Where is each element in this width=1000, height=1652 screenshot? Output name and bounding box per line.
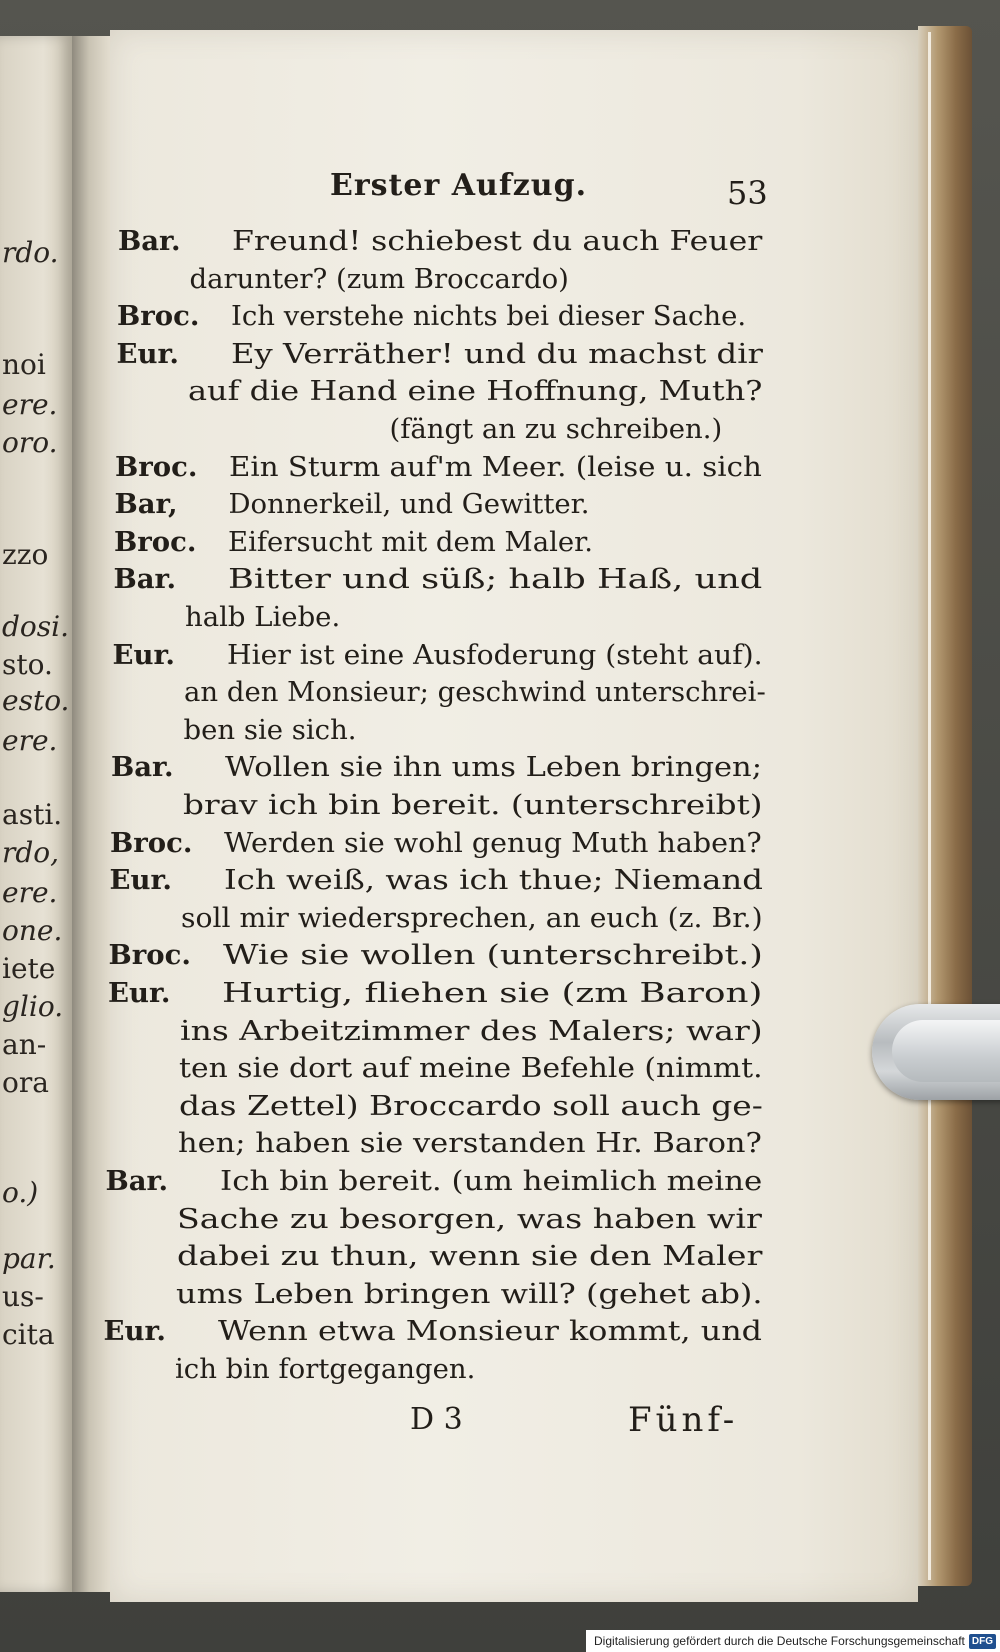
left-page-fragment: dosi.: [2, 610, 70, 643]
dialogue-continuation: soll mir wiedersprechen, an euch (z. Br.): [181, 901, 763, 934]
dialogue-continuation: brav ich bin bereit. (unterschreibt): [182, 789, 763, 821]
left-page-fragment: rdo,: [2, 836, 60, 869]
dialogue-line: Ich bin bereit. (um heimlich meine: [219, 1165, 762, 1197]
speaker-label: Broc.: [114, 525, 197, 558]
left-page-fragment: ere.: [2, 876, 58, 909]
dialogue-continuation: ins Arbeitzimmer des Malers; war): [179, 1014, 763, 1047]
page-stack-edge: [918, 26, 972, 1586]
dialogue-continuation: ben sie sich.: [183, 713, 357, 746]
dialogue-line: Freund! schiebest du auch Feuer: [232, 225, 763, 257]
speaker-label: Eur.: [112, 638, 175, 671]
speaker-label: Bar.: [118, 225, 181, 257]
left-page-fragment: cita: [2, 1318, 55, 1351]
dialogue-continuation: ich bin fortgegangen.: [175, 1353, 476, 1385]
dialogue-continuation: hen; haben sie verstanden Hr. Baron?: [178, 1127, 762, 1160]
metal-clip-highlight: [892, 1020, 1000, 1082]
left-page-fragment: sto.: [2, 648, 53, 681]
left-page-fragment: one.: [2, 914, 63, 947]
page-edge-highlight: [928, 32, 931, 1580]
dialogue-continuation: dabei zu thun, wenn sie den Maler: [176, 1240, 762, 1273]
dialogue-continuation: (fängt an zu schreiben.): [389, 413, 723, 445]
left-page-edge: [0, 36, 72, 1592]
speaker-label: Eur.: [116, 337, 179, 370]
left-page-fragment: esto.: [2, 684, 70, 717]
dialogue-line: Wie sie wollen (unterschreibt.): [222, 939, 763, 972]
dialogue-continuation: an den Monsieur; geschwind unterschrei-: [184, 676, 766, 709]
dialogue-continuation: darunter? (zum Broccardo): [189, 262, 569, 295]
dialogue-continuation: auf die Hand eine Hoffnung, Muth?: [188, 375, 763, 408]
dialogue-line: Werden sie wohl genug Muth haben?: [224, 826, 762, 859]
dialogue-line: Wenn etwa Monsieur kommt, und: [217, 1315, 762, 1348]
dialogue-continuation: ums Leben bringen will? (gehet ab).: [176, 1277, 763, 1310]
dfg-logo-icon: DFG: [969, 1634, 996, 1649]
page-number: 53: [727, 174, 768, 212]
left-page-fragment: iete: [2, 952, 56, 985]
speaker-label: Bar.: [111, 751, 174, 784]
speaker-label: Broc.: [110, 826, 193, 859]
dialogue-continuation: ten sie dort auf meine Befehle (nimmt.: [179, 1052, 763, 1085]
left-page-fragment: par.: [2, 1242, 56, 1275]
speaker-label: Broc.: [117, 300, 200, 333]
dialogue-line: Eifersucht mit dem Maler.: [228, 525, 594, 558]
speaker-label: Bar.: [113, 563, 177, 596]
running-title: Erster Aufzug.: [330, 168, 588, 203]
scan-credit-text: Digitalisierung gefördert durch die Deutsche Forschungsgemeinschaft: [594, 1634, 965, 1648]
left-page-fragment: o.): [2, 1176, 39, 1209]
left-page-fragment: ere.: [2, 388, 58, 421]
dialogue-line: Wollen sie ihn ums Leben bringen;: [225, 751, 762, 784]
speaker-label: Eur.: [103, 1315, 166, 1348]
left-page-fragment: noi: [2, 348, 46, 381]
speaker-label: Eur.: [108, 977, 171, 1009]
speaker-label: Broc.: [108, 939, 191, 972]
left-page-fragment: ere.: [2, 724, 58, 757]
dialogue-continuation: halb Liebe.: [185, 601, 341, 633]
dialogue-line: Hurtig, fliehen sie (zm Baron): [222, 977, 763, 1009]
dialogue-line: Bitter und süß; halb Haß, und: [227, 563, 762, 596]
speaker-label: Bar.: [105, 1165, 169, 1197]
dialogue-line: Ich verstehe nichts bei dieser Sache.: [231, 300, 747, 333]
speaker-label: Bar,: [114, 488, 178, 521]
left-page-fragment: rdo.: [2, 236, 59, 269]
scan-credit-bar: [586, 1630, 1000, 1652]
dialogue-line: Ey Verräther! und du machst dir: [230, 337, 763, 370]
left-page-fragment: asti.: [2, 798, 63, 831]
signature-mark: D 3: [410, 1402, 463, 1437]
left-page-fragment: us-: [2, 1280, 44, 1313]
dialogue-line: Ich weiß, was ich thue; Niemand: [223, 864, 763, 897]
left-page-fragment: oro.: [2, 426, 58, 459]
left-page-fragment: glio.: [2, 990, 64, 1023]
left-page-fragment: zzo: [2, 538, 49, 571]
dialogue-line: Donnerkeil, und Gewitter.: [228, 488, 590, 521]
speaker-label: Eur.: [109, 864, 172, 897]
left-page-fragment: an-: [2, 1028, 47, 1061]
dialogue-line: Hier ist eine Ausfoderung (steht auf).: [226, 638, 763, 671]
dialogue-line: Ein Sturm auf'm Meer. (leise u. sich: [229, 450, 762, 483]
book-gutter: [72, 36, 110, 1592]
left-page-fragment: ora: [2, 1066, 49, 1099]
dialogue-continuation: das Zettel) Broccardo soll auch ge-: [178, 1089, 763, 1122]
speaker-label: Broc.: [115, 450, 198, 483]
dialogue-continuation: Sache zu besorgen, was haben wir: [177, 1202, 762, 1235]
catchword: Fünf-: [628, 1400, 739, 1440]
